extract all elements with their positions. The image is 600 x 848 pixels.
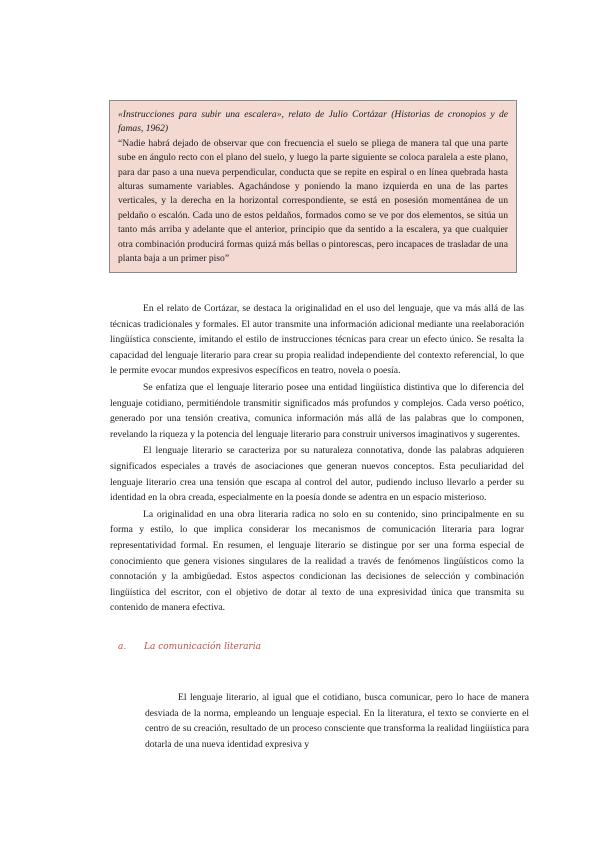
section-heading [118,642,518,652]
paragraph-1: En el relato de Cortázar, se destaca la originalidad en el uso del lenguaje, que va más allá de las técnicas tradicionales y formales. El autor transmite una información adicional mediante una reelaboración lingüística consciente, imitando el estilo de instrucciones técnicas para crear un efecto único. Se resalta la capacidad del lenguaje literario para crear su propia realidad independiente del contexto referencial, lo que le permite evocar mundos expresivos específicos en teatro, novela o poesía. [110,303,524,377]
section-number: a. [118,642,127,652]
body-text [110,301,524,617]
section-paragraph: El lenguaje literario, al igual que el cotidiano, busca comunicar, pero lo hace de manera desviada de la norma, empleando un lenguaje especial. En la literatura, el texto se convierte en el centro de su creación, resultado de un proceso consciente que transforma la realidad lingüística para dotarla de una nueva identidad expresiva y [145,692,529,750]
paragraph-4: La originalidad en una obra literaria radica no solo en su contenido, sino principalmente en su forma y estilo, lo que implica considerar los mecanismos de comunicación literaria para lograr representatividad formal. En resumen, el lenguaje literario se distingue por ser una forma especial de conocimiento que genera visiones singulares de la realidad a través de fenómenos lingüísticos como la connotación y la ambigüedad. Estos aspectos condicionan las decisiones de selección y combinación lingüística del escritor, con el objetivo de dotar al texto de una expresividad única que transmita su contenido de manera efectiva. [110,508,524,614]
section-title: La comunicación literaria [144,642,261,652]
paragraph-2: Se enfatiza que el lenguaje literario posee una entidad lingüística distintiva que lo diferencia del lenguaje cotidiano, permitiéndole transmitir significados más profundos y complejos. Cada verso poético, generado por una tensión creativa, comunica información más allá de las palabras que lo componen, revelando la riqueza y la potencia del lenguaje literario para construir universos imaginativos y sugerentes. [110,381,524,440]
section-body [145,690,529,752]
paragraph-3: El lenguaje literario se caracteriza por su naturaleza connotativa, donde las palabras adquieren significados especiales a través de asociaciones que generan nuevos conceptos. Esta peculiaridad del lenguaje literario crea una tensión que escapa al control del autor, pudiendo incluso llevarlo a perder su identidad en la obra creada, especialmente en la poesía donde se adentra en un espacio misterioso. [110,445,524,504]
quote-box [109,100,517,273]
quote-title: «Instrucciones para subir una escalera», relato de Julio Cortázar (Historias de cronopios y de famas, 1962) [118,109,508,135]
quote-text: “Nadie habrá dejado de observar que con frecuencia el suelo se pliega de manera tal que una parte sube en ángulo recto con el plano del suelo, y luego la parte siguiente se coloca paralela a este plano, para dar paso a una nueva perpendicular, conducta que se repite en espiral o en línea quebrada hasta alturas sumamente variables. Agachándose y poniendo la mano izquierda en una de las partes verticales, y la derecha en la horizontal correspondiente, se está en posesión momentánea de un peldaño o escalón. Cada uno de estos peldaños, formados como se ve por dos elementos, se sitúa un tanto más arriba y adelante que el anterior, principio que da sentido a la escalera, ya que cualquier otra combinación producirá formas quizá más bellas o pintorescas, pero incapaces de trasladar de una planta baja a un primer piso” [118,137,508,265]
